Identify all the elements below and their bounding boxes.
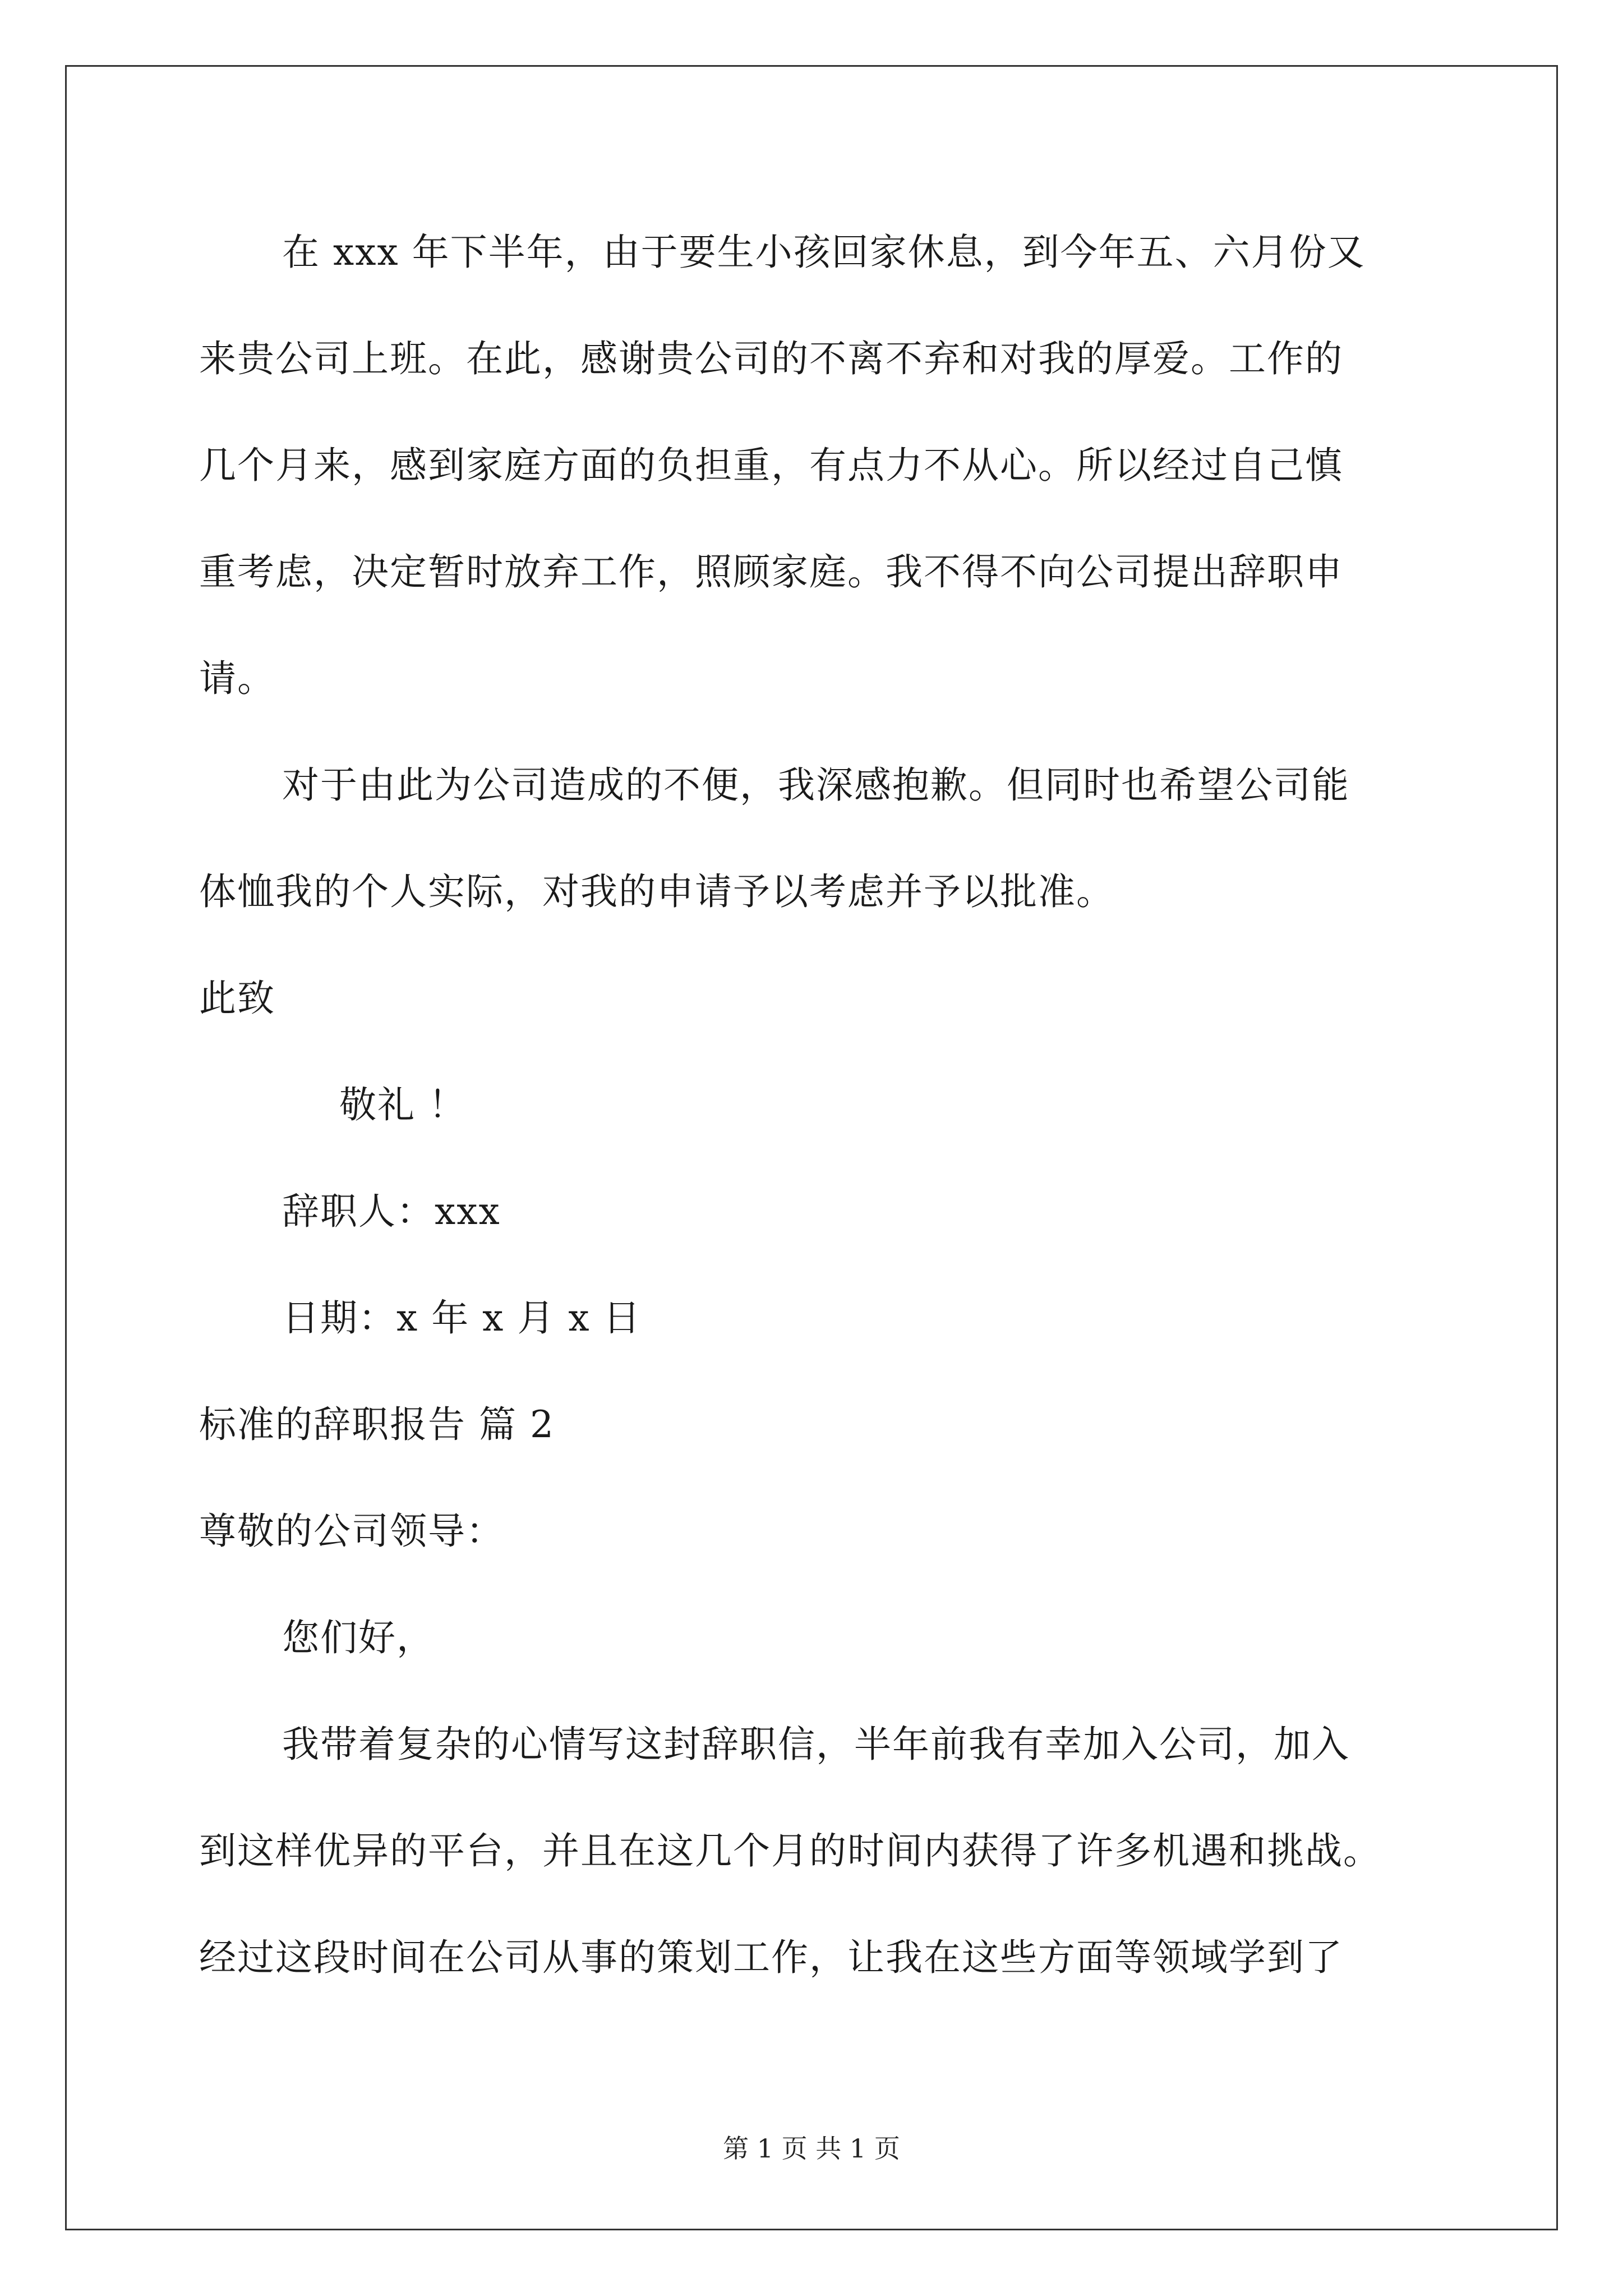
page-border (65, 65, 1558, 2230)
date-line: 日期：x 年 x 月 x 日 (282, 1296, 642, 1340)
paragraph-3-line-3: 经过这段时间在公司从事的策划工作，让我在这些方面等领域学到了 (199, 1936, 1343, 1979)
resignee-line: 辞职人：xxx (282, 1190, 501, 1233)
section-title: 标准的辞职报告 篇 2 (199, 1403, 555, 1446)
closing-salutation: 此致 (199, 977, 275, 1020)
paragraph-1-line-4: 重考虑，决定暂时放弃工作，照顾家庭。我不得不向公司提出辞职申 (199, 550, 1343, 593)
paragraph-1-line-2: 来贵公司上班。在此，感谢贵公司的不离不弃和对我的厚爱。工作的 (199, 337, 1343, 380)
letter-greeting: 您们好， (282, 1616, 435, 1659)
page-number-footer: 第 1 页 共 1 页 (723, 2133, 900, 2164)
paragraph-1-line-3: 几个月来，感到家庭方面的负担重，有点力不从心。所以经过自己慎 (199, 444, 1343, 487)
paragraph-3-line-2: 到这样优异的平台，并且在这几个月的时间内获得了许多机遇和挑战。 (199, 1829, 1381, 1872)
paragraph-2-line-1: 对于由此为公司造成的不便，我深感抱歉。但同时也希望公司能 (282, 763, 1350, 807)
paragraph-1-line-5: 请。 (199, 657, 275, 700)
paragraph-3-line-1: 我带着复杂的心情写这封辞职信，半年前我有幸加入公司，加入 (282, 1723, 1350, 1766)
closing-regards: 敬礼 ！ (339, 1083, 467, 1126)
paragraph-2-line-2: 体恤我的个人实际，对我的申请予以考虑并予以批准。 (199, 870, 1114, 913)
letter-addressee: 尊敬的公司领导： (199, 1510, 504, 1553)
paragraph-1-line-1: 在 xxx 年下半年，由于要生小孩回家休息，到今年五、六月份又 (282, 231, 1366, 274)
